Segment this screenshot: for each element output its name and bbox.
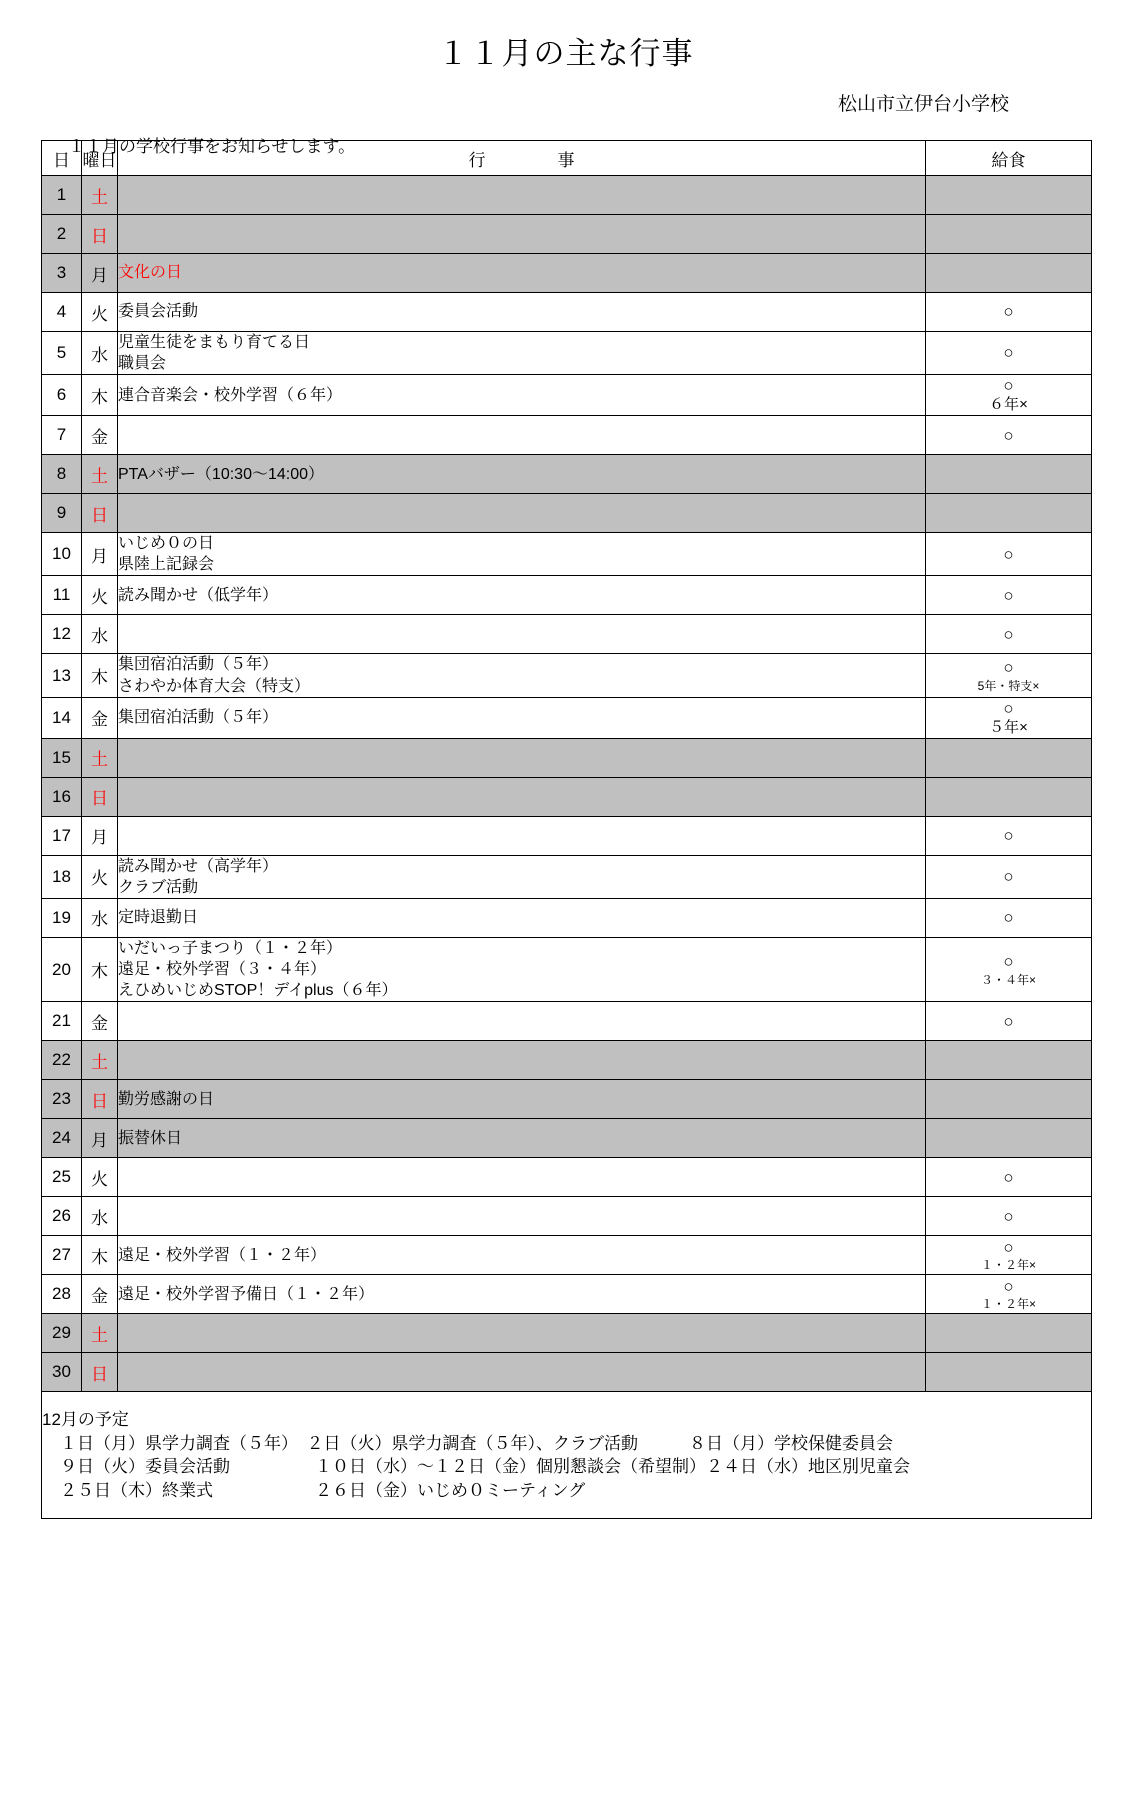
cell-day: 3 bbox=[42, 254, 82, 293]
table-row bbox=[42, 576, 1092, 615]
event-line: 職員会 bbox=[118, 355, 167, 373]
table-row bbox=[42, 738, 1092, 777]
event-line: 遠足・校外学習（３・４年） bbox=[118, 960, 327, 978]
cell-lunch bbox=[926, 1353, 1092, 1392]
lunch-exception-note: １・２年× bbox=[980, 1258, 1036, 1273]
lunch-served-mark: ○ bbox=[1003, 1206, 1014, 1226]
cell-day: 18 bbox=[42, 855, 82, 898]
cell-day: 11 bbox=[42, 576, 82, 615]
table-row bbox=[42, 777, 1092, 816]
table-row bbox=[42, 1041, 1092, 1080]
cell-day: 12 bbox=[42, 615, 82, 654]
december-preview-title: 12月の予定 bbox=[42, 1410, 129, 1430]
cell-lunch bbox=[926, 615, 1092, 654]
table-row bbox=[42, 1314, 1092, 1353]
cell-lunch bbox=[926, 816, 1092, 855]
table-foot bbox=[42, 1392, 1092, 1519]
table-row bbox=[42, 1119, 1092, 1158]
cell-lunch bbox=[926, 738, 1092, 777]
cell-event bbox=[118, 1002, 926, 1041]
table-row bbox=[42, 1353, 1092, 1392]
cell-day: 6 bbox=[42, 375, 82, 416]
cell-lunch bbox=[926, 1236, 1092, 1275]
cell-event bbox=[118, 494, 926, 533]
cell-lunch bbox=[926, 898, 1092, 937]
cell-weekday: 木 bbox=[82, 1236, 118, 1275]
cell-weekday: 金 bbox=[82, 1275, 118, 1314]
table-row bbox=[42, 1002, 1092, 1041]
cell-event bbox=[118, 816, 926, 855]
cell-event bbox=[118, 654, 926, 697]
cell-day: 30 bbox=[42, 1353, 82, 1392]
cell-day: 21 bbox=[42, 1002, 82, 1041]
table-row bbox=[42, 1275, 1092, 1314]
cell-event bbox=[118, 1236, 926, 1275]
cell-weekday: 月 bbox=[82, 254, 118, 293]
event-line: 県陸上記録会 bbox=[118, 556, 215, 574]
cell-event bbox=[118, 416, 926, 455]
cell-weekday: 水 bbox=[82, 1197, 118, 1236]
school-name: 松山市立伊台小学校 bbox=[837, 94, 1009, 115]
lunch-served-mark: ○ bbox=[1003, 585, 1014, 605]
cell-day: 15 bbox=[42, 738, 82, 777]
event-line: 集団宿泊活動（５年） bbox=[118, 709, 279, 727]
event-line: いだいっ子まつり（１・２年） bbox=[118, 939, 343, 957]
cell-weekday: 日 bbox=[82, 1080, 118, 1119]
cell-weekday: 火 bbox=[82, 293, 118, 332]
cell-event bbox=[118, 1275, 926, 1314]
cell-day: 10 bbox=[42, 533, 82, 576]
event-line: 連合音楽会・校外学習（６年） bbox=[118, 386, 343, 404]
cell-day: 4 bbox=[42, 293, 82, 332]
cell-lunch bbox=[926, 215, 1092, 254]
cell-day: 24 bbox=[42, 1119, 82, 1158]
cell-event bbox=[118, 615, 926, 654]
cell-event bbox=[118, 332, 926, 375]
cell-event bbox=[118, 1080, 926, 1119]
cell-weekday: 土 bbox=[82, 176, 118, 215]
cell-weekday: 木 bbox=[82, 654, 118, 697]
cell-lunch bbox=[926, 1119, 1092, 1158]
cell-event bbox=[118, 1353, 926, 1392]
lunch-served-mark: ○ bbox=[1003, 343, 1014, 363]
cell-lunch bbox=[926, 697, 1092, 738]
cell-event bbox=[118, 1197, 926, 1236]
monthly-events-table bbox=[41, 140, 1092, 1519]
cell-event bbox=[118, 1041, 926, 1080]
cell-lunch bbox=[926, 176, 1092, 215]
lunch-served-mark: ○ bbox=[1003, 302, 1014, 322]
cell-weekday: 月 bbox=[82, 533, 118, 576]
event-line: 委員会活動 bbox=[118, 303, 199, 321]
cell-lunch bbox=[926, 777, 1092, 816]
cell-weekday: 水 bbox=[82, 898, 118, 937]
cell-weekday: 土 bbox=[82, 1314, 118, 1353]
lunch-exception-note: ３・４年× bbox=[980, 972, 1036, 987]
cell-day: 17 bbox=[42, 816, 82, 855]
lunch-served-mark: ○ bbox=[1003, 867, 1014, 887]
event-line: 文化の日 bbox=[118, 264, 183, 282]
event-line: 読み聞かせ（高学年） bbox=[118, 857, 279, 875]
cell-event bbox=[118, 937, 926, 1001]
cell-event bbox=[118, 855, 926, 898]
event-line: PTAバザー（10:30〜14:00） bbox=[118, 465, 325, 483]
table-row bbox=[42, 1197, 1092, 1236]
table-row bbox=[42, 816, 1092, 855]
lunch-served-mark: ○ bbox=[1003, 658, 1014, 678]
cell-event bbox=[118, 533, 926, 576]
lunch-served-mark: ○ bbox=[1003, 624, 1014, 644]
table-row bbox=[42, 898, 1092, 937]
december-preview-line: ９日（火）委員会活動 １０日（水）〜１２日（金）個別懇談会（希望制）２４日（水）地区別児童会 bbox=[60, 1457, 910, 1477]
table-row bbox=[42, 1080, 1092, 1119]
lunch-served-mark: ○ bbox=[1003, 425, 1014, 445]
cell-lunch bbox=[926, 494, 1092, 533]
lunch-served-mark: ○ bbox=[1003, 544, 1014, 564]
december-preview-line: １日（月）県学力調査（５年） ２日（火）県学力調査（５年）、クラブ活動 ８日（月）学校保健委員会 bbox=[60, 1433, 893, 1453]
column-header-event-right: 事 bbox=[557, 150, 575, 170]
cell-event bbox=[118, 215, 926, 254]
table-row bbox=[42, 1158, 1092, 1197]
lunch-exception-note: １・２年× bbox=[980, 1297, 1036, 1312]
cell-day: 9 bbox=[42, 494, 82, 533]
cell-day: 7 bbox=[42, 416, 82, 455]
column-header-event bbox=[118, 141, 926, 176]
cell-event bbox=[118, 254, 926, 293]
lunch-served-mark: ○ bbox=[1003, 1167, 1014, 1187]
cell-lunch bbox=[926, 576, 1092, 615]
cell-weekday: 金 bbox=[82, 697, 118, 738]
cell-day: 25 bbox=[42, 1158, 82, 1197]
cell-lunch bbox=[926, 1275, 1092, 1314]
column-header-lunch: 給食 bbox=[926, 141, 1092, 176]
event-line: 遠足・校外学習（１・２年） bbox=[118, 1246, 327, 1264]
cell-lunch bbox=[926, 455, 1092, 494]
table-row bbox=[42, 455, 1092, 494]
table-head bbox=[42, 141, 1092, 176]
cell-event bbox=[118, 176, 926, 215]
cell-event bbox=[118, 697, 926, 738]
december-preview-line: ２５日（木）終業式 ２６日（金）いじめ０ミーティング bbox=[60, 1480, 586, 1500]
cell-weekday: 日 bbox=[82, 1353, 118, 1392]
cell-weekday: 日 bbox=[82, 777, 118, 816]
cell-day: 16 bbox=[42, 777, 82, 816]
cell-event bbox=[118, 293, 926, 332]
event-line: クラブ活動 bbox=[118, 878, 199, 896]
cell-lunch bbox=[926, 654, 1092, 697]
lunch-served-mark: ○ bbox=[1003, 1238, 1014, 1258]
cell-lunch bbox=[926, 937, 1092, 1001]
december-preview-row bbox=[42, 1392, 1092, 1519]
event-line: 振替休日 bbox=[118, 1129, 183, 1147]
intro-text: １１月の学校行事をお知らせします。 bbox=[68, 137, 356, 156]
lunch-served-mark: ○ bbox=[1003, 952, 1014, 972]
column-header-day: 日 bbox=[42, 141, 82, 176]
table-row bbox=[42, 416, 1092, 455]
event-line: えひめいじめSTOP！デイplus（６年） bbox=[118, 982, 398, 1000]
page-title: １１月の主な行事 bbox=[437, 36, 694, 71]
table-row bbox=[42, 494, 1092, 533]
cell-lunch bbox=[926, 1314, 1092, 1353]
cell-weekday: 火 bbox=[82, 855, 118, 898]
cell-weekday: 月 bbox=[82, 816, 118, 855]
table-row bbox=[42, 254, 1092, 293]
cell-lunch bbox=[926, 1041, 1092, 1080]
cell-event bbox=[118, 375, 926, 416]
lunch-exception-note: ６年× bbox=[989, 396, 1028, 414]
table-row bbox=[42, 615, 1092, 654]
cell-event bbox=[118, 1119, 926, 1158]
table-row bbox=[42, 215, 1092, 254]
cell-weekday: 金 bbox=[82, 1002, 118, 1041]
lunch-exception-note: 5年・特支× bbox=[977, 678, 1040, 693]
cell-weekday: 水 bbox=[82, 332, 118, 375]
cell-day: 8 bbox=[42, 455, 82, 494]
cell-weekday: 日 bbox=[82, 215, 118, 254]
cell-day: 23 bbox=[42, 1080, 82, 1119]
event-line: 勤労感謝の日 bbox=[118, 1090, 215, 1108]
table-row bbox=[42, 697, 1092, 738]
cell-day: 27 bbox=[42, 1236, 82, 1275]
table-row bbox=[42, 533, 1092, 576]
lunch-served-mark: ○ bbox=[1003, 698, 1014, 718]
cell-day: 19 bbox=[42, 898, 82, 937]
cell-day: 13 bbox=[42, 654, 82, 697]
cell-lunch bbox=[926, 293, 1092, 332]
cell-weekday: 木 bbox=[82, 375, 118, 416]
cell-event bbox=[118, 576, 926, 615]
cell-lunch bbox=[926, 332, 1092, 375]
cell-event bbox=[118, 777, 926, 816]
cell-weekday: 月 bbox=[82, 1119, 118, 1158]
calendar-table-wrapper bbox=[41, 140, 1091, 1519]
lunch-served-mark: ○ bbox=[1003, 1277, 1014, 1297]
cell-event bbox=[118, 1158, 926, 1197]
cell-weekday: 土 bbox=[82, 1041, 118, 1080]
cell-lunch bbox=[926, 855, 1092, 898]
event-line: いじめ０の日 bbox=[118, 535, 215, 553]
cell-weekday: 水 bbox=[82, 615, 118, 654]
table-row bbox=[42, 855, 1092, 898]
lunch-exception-note: ５年× bbox=[989, 718, 1028, 736]
cell-day: 14 bbox=[42, 697, 82, 738]
cell-day: 2 bbox=[42, 215, 82, 254]
cell-weekday: 木 bbox=[82, 937, 118, 1001]
lunch-served-mark: ○ bbox=[1003, 908, 1014, 928]
cell-day: 1 bbox=[42, 176, 82, 215]
cell-event bbox=[118, 738, 926, 777]
lunch-served-mark: ○ bbox=[1003, 1011, 1014, 1031]
cell-day: 5 bbox=[42, 332, 82, 375]
table-row bbox=[42, 937, 1092, 1001]
cell-event bbox=[118, 455, 926, 494]
table-row bbox=[42, 332, 1092, 375]
cell-day: 20 bbox=[42, 937, 82, 1001]
cell-weekday: 日 bbox=[82, 494, 118, 533]
cell-lunch bbox=[926, 1197, 1092, 1236]
table-body bbox=[42, 176, 1092, 1392]
cell-day: 29 bbox=[42, 1314, 82, 1353]
table-row bbox=[42, 293, 1092, 332]
lunch-served-mark: ○ bbox=[1003, 376, 1014, 396]
table-row bbox=[42, 375, 1092, 416]
cell-weekday: 火 bbox=[82, 1158, 118, 1197]
cell-weekday: 金 bbox=[82, 416, 118, 455]
cell-weekday: 土 bbox=[82, 455, 118, 494]
cell-lunch bbox=[926, 416, 1092, 455]
table-row bbox=[42, 654, 1092, 697]
event-line: 遠足・校外学習予備日（１・２年） bbox=[118, 1285, 375, 1303]
event-line: 読み聞かせ（低学年） bbox=[118, 586, 279, 604]
lunch-served-mark: ○ bbox=[1003, 826, 1014, 846]
cell-event bbox=[118, 898, 926, 937]
cell-weekday: 火 bbox=[82, 576, 118, 615]
cell-day: 28 bbox=[42, 1275, 82, 1314]
december-preview-cell bbox=[42, 1392, 1092, 1519]
column-header-event-left: 行 bbox=[468, 150, 486, 170]
cell-lunch bbox=[926, 1080, 1092, 1119]
table-row bbox=[42, 1236, 1092, 1275]
event-line: 集団宿泊活動（５年） bbox=[118, 656, 279, 674]
event-line: さわやか体育大会（特支） bbox=[118, 677, 311, 695]
event-line: 児童生徒をまもり育てる日 bbox=[118, 334, 311, 351]
cell-lunch bbox=[926, 1002, 1092, 1041]
cell-lunch bbox=[926, 254, 1092, 293]
cell-lunch bbox=[926, 1158, 1092, 1197]
cell-weekday: 土 bbox=[82, 738, 118, 777]
cell-day: 22 bbox=[42, 1041, 82, 1080]
table-header-row bbox=[42, 141, 1092, 176]
cell-day: 26 bbox=[42, 1197, 82, 1236]
event-line: 定時退勤日 bbox=[118, 909, 199, 927]
cell-lunch bbox=[926, 375, 1092, 416]
cell-event bbox=[118, 1314, 926, 1353]
column-header-weekday: 曜日 bbox=[82, 141, 118, 176]
cell-lunch bbox=[926, 533, 1092, 576]
table-row bbox=[42, 176, 1092, 215]
